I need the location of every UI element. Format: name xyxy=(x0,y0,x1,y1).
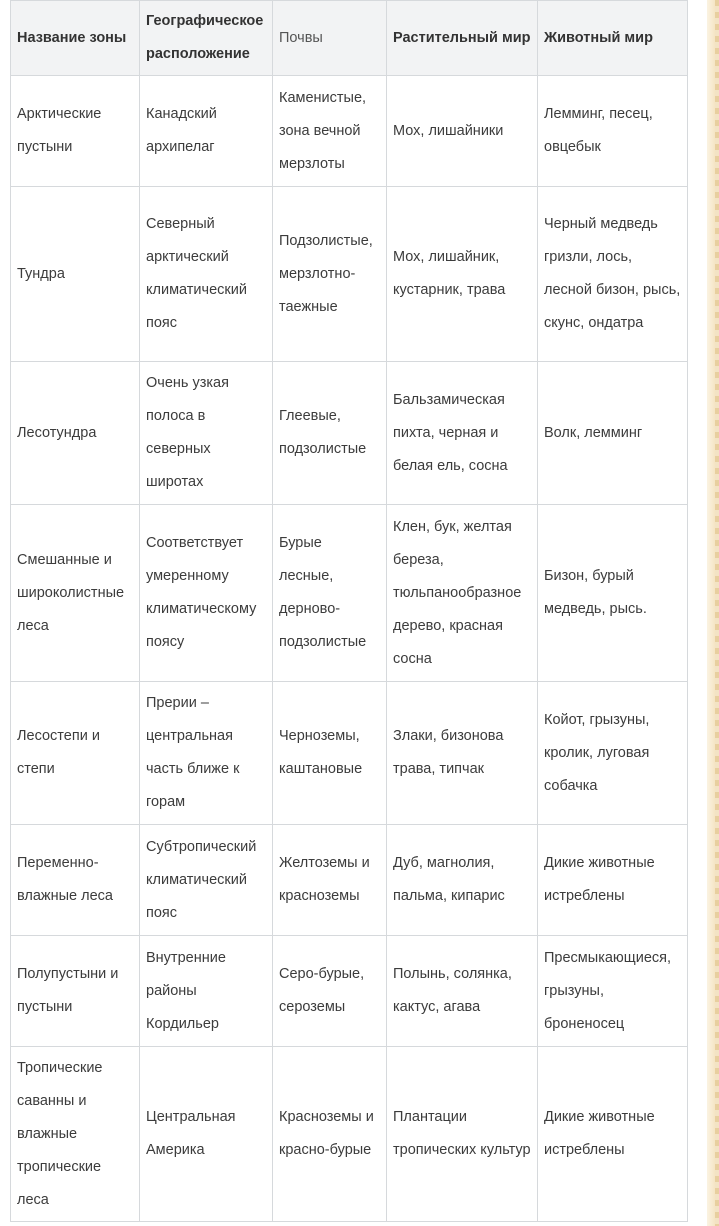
cell-fauna: Дикие животные истреблены xyxy=(538,825,688,936)
cell-fauna: Дикие животные истреблены xyxy=(538,1047,688,1222)
cell-location: Внутренние районы Кордильер xyxy=(140,936,273,1047)
table-row xyxy=(11,682,688,825)
page-edge-scrollbar[interactable] xyxy=(707,0,719,1226)
cell-flora: Злаки, бизонова трава, типчак xyxy=(387,682,538,825)
header-zone: Название зоны xyxy=(11,1,140,76)
cell-zone: Переменно-влажные леса xyxy=(11,825,140,936)
cell-zone: Тундра xyxy=(11,187,140,362)
header-flora: Растительный мир xyxy=(387,1,538,76)
cell-soils: Бурые лесные, дерново-подзолистые xyxy=(273,505,387,682)
cell-flora: Мох, лишайники xyxy=(387,76,538,187)
cell-location: Канадский архипелаг xyxy=(140,76,273,187)
cell-flora: Полынь, солянка, кактус, агава xyxy=(387,936,538,1047)
cell-location: Северный арктический климатический пояс xyxy=(140,187,273,362)
table-row xyxy=(11,76,688,187)
cell-flora: Плантации тропических культур xyxy=(387,1047,538,1222)
cell-soils: Каменистые, зона вечной мерзлоты xyxy=(273,76,387,187)
cell-location: Очень узкая полоса в северных широтах xyxy=(140,362,273,505)
table-row xyxy=(11,505,688,682)
cell-zone: Смешанные и широколистные леса xyxy=(11,505,140,682)
cell-soils: Черноземы, каштановые xyxy=(273,682,387,825)
cell-location: Прерии – центральная часть ближе к горам xyxy=(140,682,273,825)
cell-location: Субтропический климатический пояс xyxy=(140,825,273,936)
table-row xyxy=(11,187,688,362)
cell-fauna: Бизон, бурый медведь, рысь. xyxy=(538,505,688,682)
scrollbar-thumb[interactable] xyxy=(715,0,719,1226)
cell-location: Центральная Америка xyxy=(140,1047,273,1222)
cell-soils: Красноземы и красно-бурые xyxy=(273,1047,387,1222)
table-row xyxy=(11,825,688,936)
cell-zone: Полупустыни и пустыни xyxy=(11,936,140,1047)
cell-fauna: Лемминг, песец, овцебык xyxy=(538,76,688,187)
table-row xyxy=(11,936,688,1047)
cell-soils: Серо-бурые, сероземы xyxy=(273,936,387,1047)
header-soils: Почвы xyxy=(273,1,387,76)
table-row xyxy=(11,362,688,505)
cell-fauna: Койот, грызуны, кролик, луговая собачка xyxy=(538,682,688,825)
cell-fauna: Пресмыкающиеся, грызуны, броненосец xyxy=(538,936,688,1047)
header-fauna: Животный мир xyxy=(538,1,688,76)
cell-soils: Желтоземы и красноземы xyxy=(273,825,387,936)
cell-zone: Тропические саванны и влажные тропические леса xyxy=(11,1047,140,1222)
cell-zone: Лесостепи и степи xyxy=(11,682,140,825)
cell-flora: Дуб, магнолия, пальма, кипарис xyxy=(387,825,538,936)
cell-soils: Глеевые, подзолистые xyxy=(273,362,387,505)
cell-soils: Подзолистые, мерзлотно-таежные xyxy=(273,187,387,362)
table-header-row xyxy=(11,1,688,76)
header-location: Географическое расположение xyxy=(140,1,273,76)
natural-zones-table xyxy=(10,0,688,1222)
cell-location: Соответствует умеренному климатическому поясу xyxy=(140,505,273,682)
cell-flora: Бальзамическая пихта, черная и белая ель, сосна xyxy=(387,362,538,505)
table-row xyxy=(11,1047,688,1222)
cell-fauna: Черный медведь гризли, лось, лесной бизон, рысь, скунс, ондатра xyxy=(538,187,688,362)
cell-zone: Лесотундра xyxy=(11,362,140,505)
cell-fauna: Волк, лемминг xyxy=(538,362,688,505)
cell-zone: Арктические пустыни xyxy=(11,76,140,187)
cell-flora: Клен, бук, желтая береза, тюльпанообразное дерево, красная сосна xyxy=(387,505,538,682)
cell-flora: Мох, лишайник, кустарник, трава xyxy=(387,187,538,362)
